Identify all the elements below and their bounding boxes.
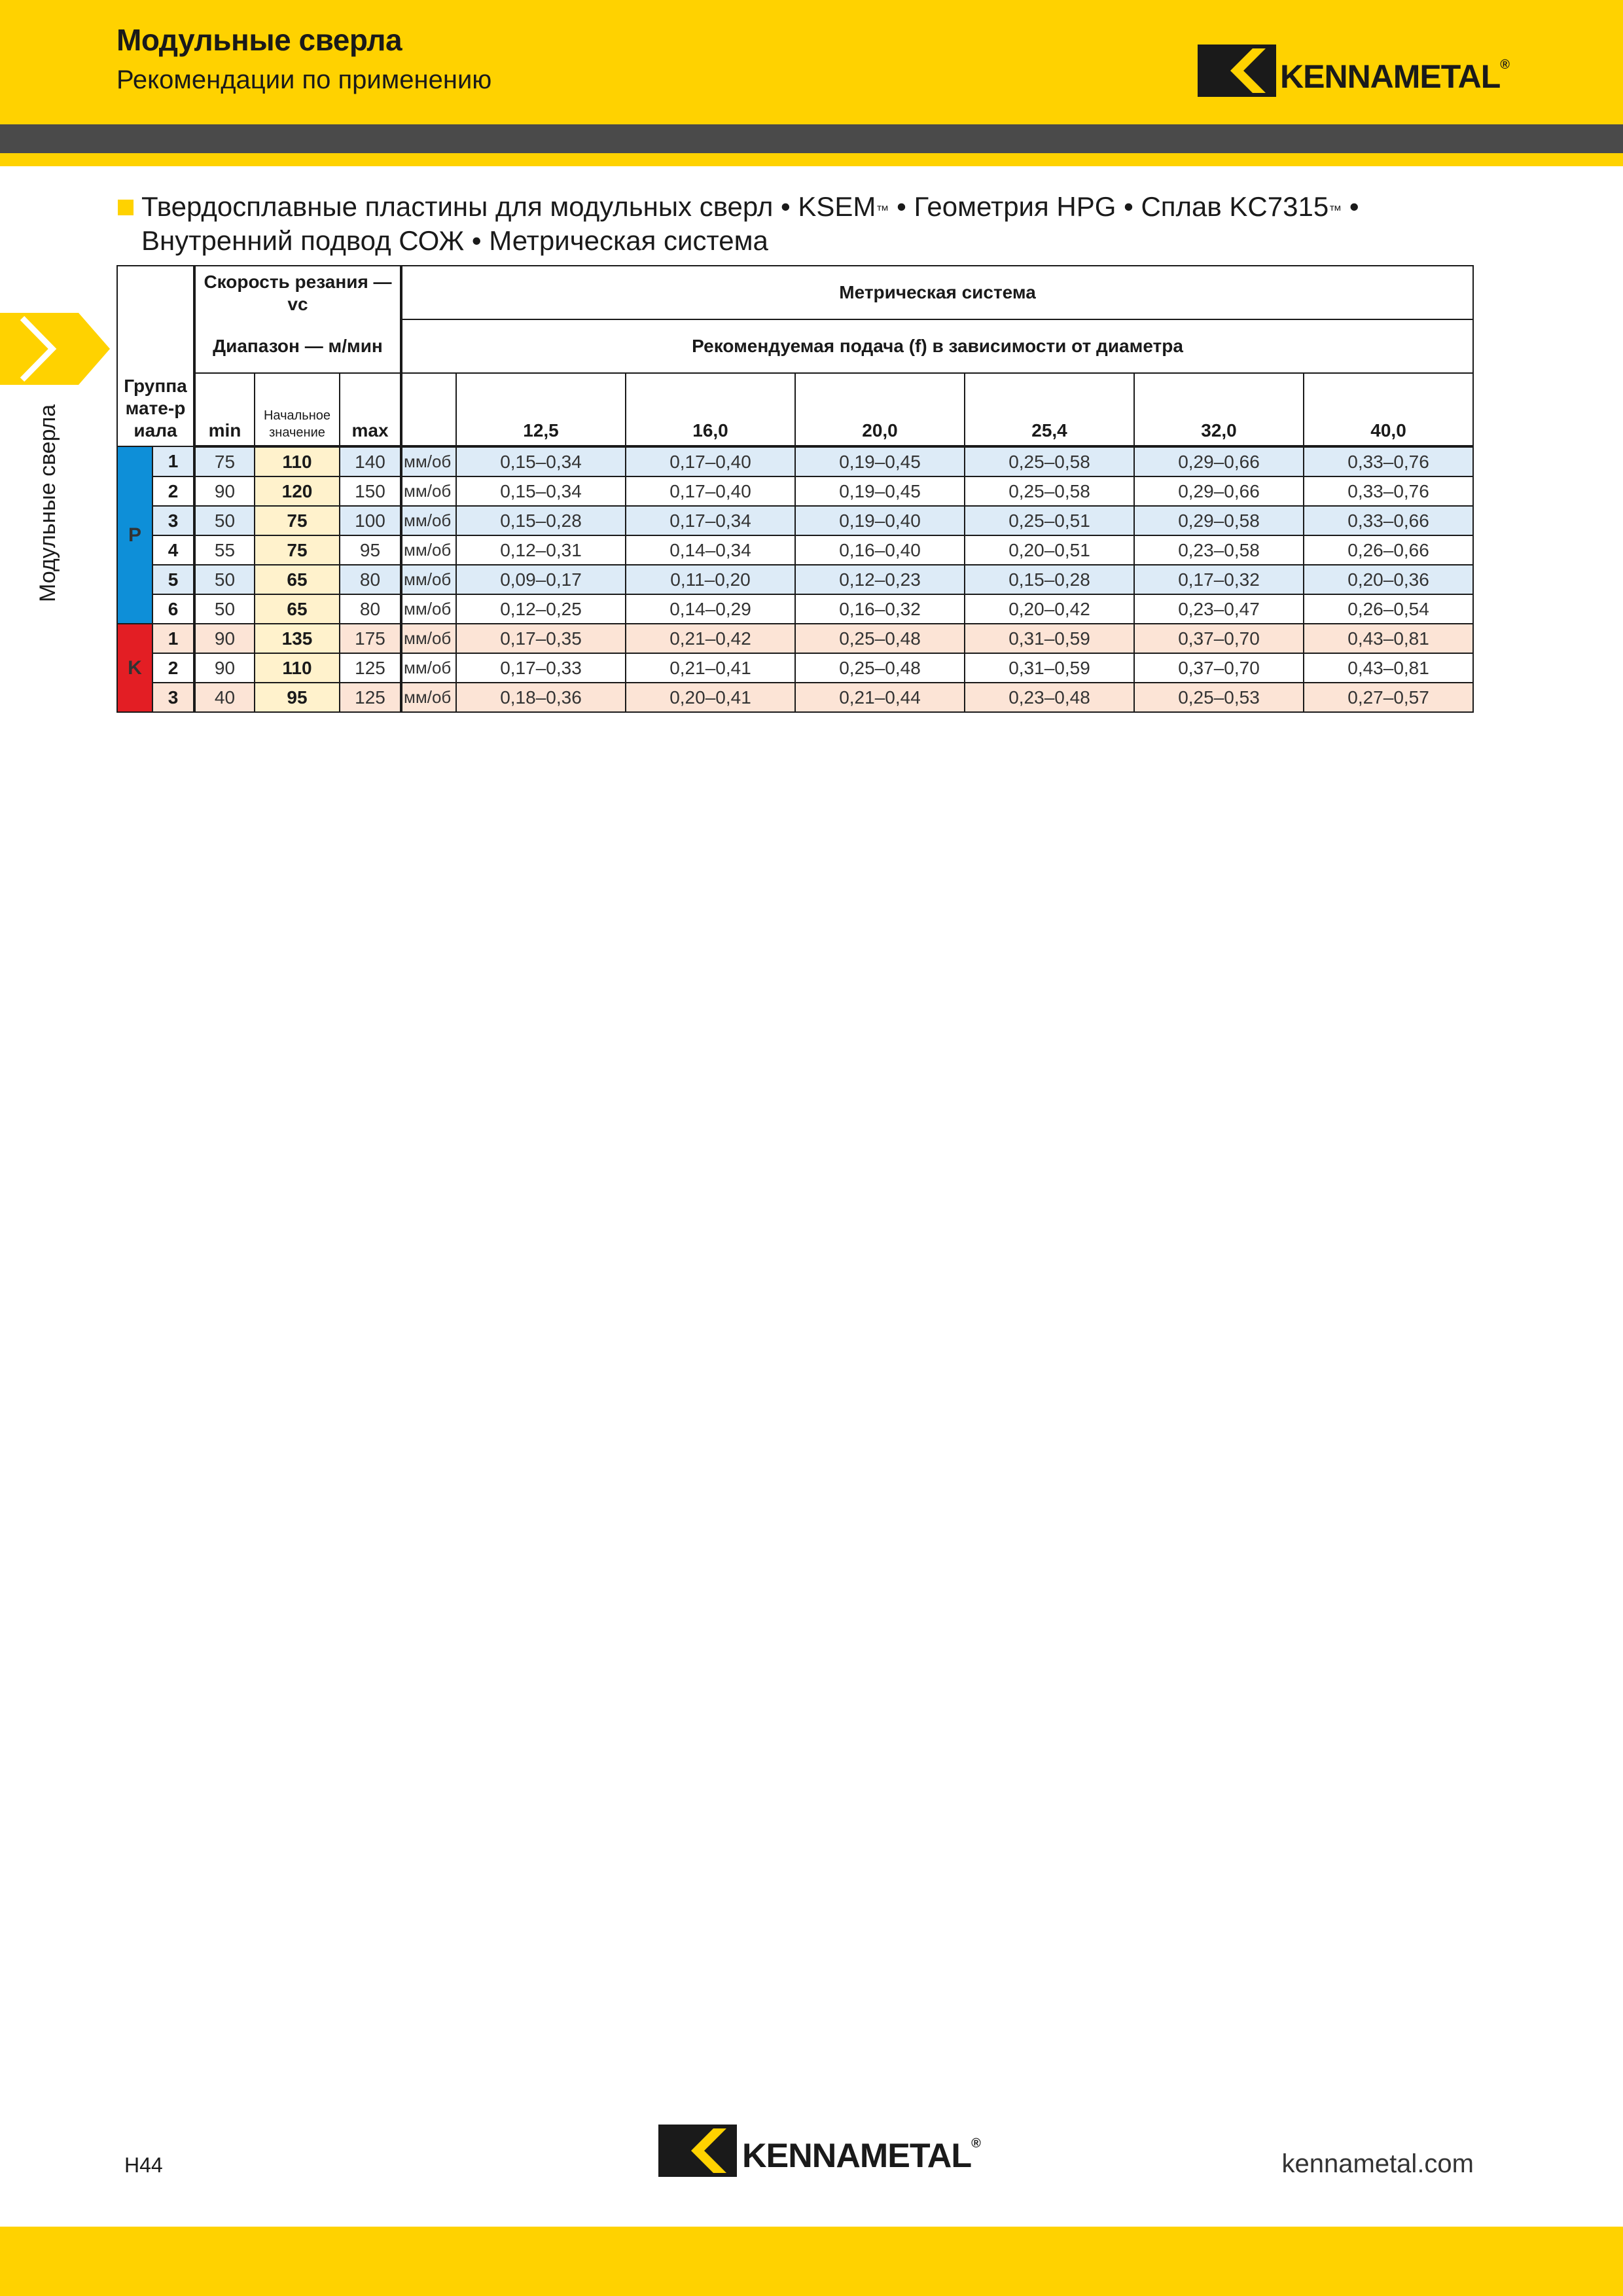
table-row xyxy=(117,594,1473,624)
speed-min: 55 xyxy=(194,535,255,565)
speed-start: 75 xyxy=(255,535,340,565)
speed-max: 150 xyxy=(340,476,401,506)
speed-max: 125 xyxy=(340,653,401,683)
feed-cell: 0,25–0,51 xyxy=(965,506,1134,535)
feed-cell: 0,21–0,44 xyxy=(795,683,965,712)
speed-max: 100 xyxy=(340,506,401,535)
feed-table xyxy=(116,265,1474,713)
feed-cell: 0,12–0,25 xyxy=(456,594,626,624)
speed-min: 90 xyxy=(194,653,255,683)
speed-max: 125 xyxy=(340,683,401,712)
unit-cell: мм/об xyxy=(401,446,456,476)
kennametal-logo-footer xyxy=(657,2125,980,2177)
speed-start: 65 xyxy=(255,565,340,594)
group-k-cell: K xyxy=(117,624,152,712)
feed-cell: 0,43–0,81 xyxy=(1304,624,1473,653)
kennametal-k-icon xyxy=(1198,45,1276,97)
feed-cell: 0,20–0,36 xyxy=(1304,565,1473,594)
feed-cell: 0,37–0,70 xyxy=(1134,653,1304,683)
diameter-header: 12,5 xyxy=(456,373,626,446)
row-number: 3 xyxy=(152,683,194,712)
table-row xyxy=(117,565,1473,594)
feed-cell: 0,31–0,59 xyxy=(965,653,1134,683)
speed-start: 95 xyxy=(255,683,340,712)
row-number: 5 xyxy=(152,565,194,594)
row-number: 2 xyxy=(152,653,194,683)
page-number: H44 xyxy=(124,2153,163,2177)
table-row xyxy=(117,446,1473,476)
unit-cell: мм/об xyxy=(401,594,456,624)
diameter-header: 25,4 xyxy=(965,373,1134,446)
feed-cell: 0,20–0,51 xyxy=(965,535,1134,565)
group-header: Группа мате-риала xyxy=(117,266,194,446)
feed-cell: 0,18–0,36 xyxy=(456,683,626,712)
range-header: Диапазон — м/мин xyxy=(194,319,401,373)
row-number: 1 xyxy=(152,446,194,476)
feed-cell: 0,14–0,34 xyxy=(626,535,795,565)
speed-max: 140 xyxy=(340,446,401,476)
feed-cell: 0,15–0,28 xyxy=(456,506,626,535)
unit-cell: мм/об xyxy=(401,683,456,712)
header-gray-band xyxy=(0,124,1623,153)
speed-header: Скорость резания — vc xyxy=(194,266,401,319)
feed-cell: 0,16–0,40 xyxy=(795,535,965,565)
unit-cell: мм/об xyxy=(401,506,456,535)
feed-cell: 0,43–0,81 xyxy=(1304,653,1473,683)
feed-cell: 0,20–0,41 xyxy=(626,683,795,712)
brand-wordmark: KENNAMETAL® xyxy=(742,2136,980,2175)
table-row xyxy=(117,683,1473,712)
feed-cell: 0,15–0,34 xyxy=(456,476,626,506)
start-header: Начальное значение xyxy=(255,373,340,446)
max-header: max xyxy=(340,373,401,446)
unit-cell: мм/об xyxy=(401,535,456,565)
row-number: 3 xyxy=(152,506,194,535)
speed-start: 110 xyxy=(255,653,340,683)
speed-min: 90 xyxy=(194,476,255,506)
feed-header: Рекомендуемая подача (f) в зависимости от диаметра xyxy=(401,319,1473,373)
feed-cell: 0,33–0,76 xyxy=(1304,446,1473,476)
feed-cell: 0,23–0,48 xyxy=(965,683,1134,712)
feed-cell: 0,33–0,76 xyxy=(1304,476,1473,506)
table-row xyxy=(117,506,1473,535)
footer-band xyxy=(0,2227,1623,2296)
feed-cell: 0,27–0,57 xyxy=(1304,683,1473,712)
table-row xyxy=(117,476,1473,506)
feed-cell: 0,21–0,42 xyxy=(626,624,795,653)
feed-cell: 0,15–0,34 xyxy=(456,446,626,476)
speed-min: 40 xyxy=(194,683,255,712)
feed-cell: 0,25–0,58 xyxy=(965,446,1134,476)
feed-cell: 0,19–0,40 xyxy=(795,506,965,535)
feed-cell: 0,20–0,42 xyxy=(965,594,1134,624)
speed-min: 50 xyxy=(194,594,255,624)
speed-max: 80 xyxy=(340,565,401,594)
feed-cell: 0,25–0,48 xyxy=(795,624,965,653)
feed-cell: 0,29–0,66 xyxy=(1134,446,1304,476)
speed-start: 75 xyxy=(255,506,340,535)
feed-cell: 0,17–0,33 xyxy=(456,653,626,683)
diameter-header: 20,0 xyxy=(795,373,965,446)
unit-header xyxy=(401,373,456,446)
feed-cell: 0,16–0,32 xyxy=(795,594,965,624)
feed-cell: 0,12–0,23 xyxy=(795,565,965,594)
page-title: Модульные сверла xyxy=(116,23,402,57)
feed-cell: 0,21–0,41 xyxy=(626,653,795,683)
section-title-line2: Внутренний подвод СОЖ • Метрическая система xyxy=(141,225,768,256)
diameter-header: 16,0 xyxy=(626,373,795,446)
kennametal-logo xyxy=(1198,45,1509,97)
feed-cell: 0,15–0,28 xyxy=(965,565,1134,594)
brand-wordmark: KENNAMETAL® xyxy=(1280,58,1510,95)
feed-cell: 0,25–0,48 xyxy=(795,653,965,683)
metric-header: Метрическая система xyxy=(401,266,1473,319)
feed-cell: 0,17–0,35 xyxy=(456,624,626,653)
min-header: min xyxy=(194,373,255,446)
feed-cell: 0,17–0,40 xyxy=(626,446,795,476)
section-title xyxy=(118,190,1479,258)
kennametal-k-icon xyxy=(657,2125,738,2177)
unit-cell: мм/об xyxy=(401,476,456,506)
speed-max: 80 xyxy=(340,594,401,624)
unit-cell: мм/об xyxy=(401,565,456,594)
feed-cell: 0,33–0,66 xyxy=(1304,506,1473,535)
feed-cell: 0,12–0,31 xyxy=(456,535,626,565)
section-title-line1: Твердосплавные пластины для модульных сверл • KSEM™ • Геометрия HPG • Сплав KC7315™ • xyxy=(141,191,1359,222)
section-arrow-icon xyxy=(0,313,111,385)
speed-start: 65 xyxy=(255,594,340,624)
feed-cell: 0,31–0,59 xyxy=(965,624,1134,653)
diameter-header: 40,0 xyxy=(1304,373,1473,446)
feed-cell: 0,19–0,45 xyxy=(795,476,965,506)
unit-cell: мм/об xyxy=(401,653,456,683)
feed-cell: 0,26–0,54 xyxy=(1304,594,1473,624)
feed-cell: 0,26–0,66 xyxy=(1304,535,1473,565)
group-p-cell: P xyxy=(117,446,152,624)
feed-cell: 0,37–0,70 xyxy=(1134,624,1304,653)
speed-min: 75 xyxy=(194,446,255,476)
table-row xyxy=(117,653,1473,683)
feed-cell: 0,25–0,58 xyxy=(965,476,1134,506)
speed-min: 50 xyxy=(194,506,255,535)
feed-cell: 0,17–0,40 xyxy=(626,476,795,506)
page-subtitle: Рекомендации по применению xyxy=(116,65,492,94)
feed-cell: 0,29–0,66 xyxy=(1134,476,1304,506)
speed-max: 175 xyxy=(340,624,401,653)
feed-cell: 0,17–0,32 xyxy=(1134,565,1304,594)
feed-cell: 0,23–0,47 xyxy=(1134,594,1304,624)
speed-start: 110 xyxy=(255,446,340,476)
diameter-header: 32,0 xyxy=(1134,373,1304,446)
feed-cell: 0,29–0,58 xyxy=(1134,506,1304,535)
unit-cell: мм/об xyxy=(401,624,456,653)
speed-start: 135 xyxy=(255,624,340,653)
speed-min: 90 xyxy=(194,624,255,653)
row-number: 4 xyxy=(152,535,194,565)
row-number: 6 xyxy=(152,594,194,624)
table-row xyxy=(117,535,1473,565)
feed-cell: 0,09–0,17 xyxy=(456,565,626,594)
row-number: 1 xyxy=(152,624,194,653)
side-section-label: Модульные сверла xyxy=(35,404,60,602)
website-link[interactable]: kennametal.com xyxy=(1281,2149,1474,2178)
feed-cell: 0,25–0,53 xyxy=(1134,683,1304,712)
speed-start: 120 xyxy=(255,476,340,506)
feed-cell: 0,17–0,34 xyxy=(626,506,795,535)
feed-cell: 0,19–0,45 xyxy=(795,446,965,476)
row-number: 2 xyxy=(152,476,194,506)
header-yellow-stripe xyxy=(0,153,1623,166)
table-row xyxy=(117,624,1473,653)
feed-cell: 0,11–0,20 xyxy=(626,565,795,594)
feed-cell: 0,23–0,58 xyxy=(1134,535,1304,565)
speed-max: 95 xyxy=(340,535,401,565)
speed-min: 50 xyxy=(194,565,255,594)
header-band xyxy=(0,0,1623,124)
feed-cell: 0,14–0,29 xyxy=(626,594,795,624)
